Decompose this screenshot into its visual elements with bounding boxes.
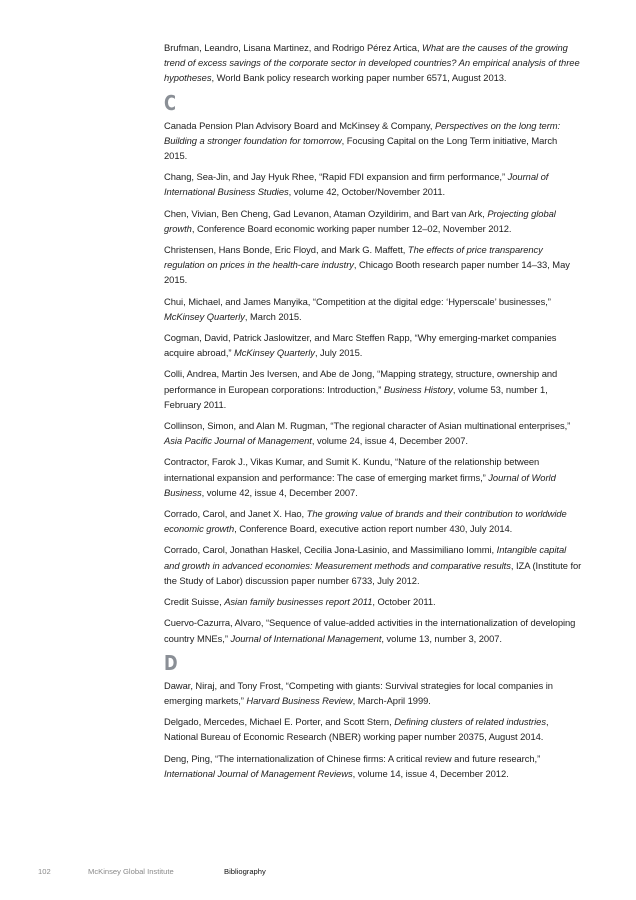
entry-title: McKinsey Quarterly	[234, 347, 315, 359]
bibliography-entry	[164, 594, 582, 609]
entry-text: Chang, Sea-Jin, and Jay Hyuk Rhee, “Rapid FDI expansion and firm performance,”	[164, 171, 508, 183]
bibliography-entry	[164, 454, 582, 500]
entry-text: , volume 53, number 1, February 2011.	[164, 383, 548, 410]
entry-text: , volume 24, issue 4, December 2007.	[311, 435, 468, 447]
bibliography-entry	[164, 678, 582, 708]
entry-text: , IZA (Institute for the Study of Labor) discussion paper number 6733, July 2012.	[164, 559, 582, 586]
bibliography-entry	[164, 294, 582, 324]
entry-text: Credit Suisse,	[164, 596, 225, 608]
entry-text: Contractor, Farok J., Vikas Kumar, and Sumit K. Kundu, “Nature of the relationship between international expansion and performance: The case of emerging market firms,”	[164, 456, 540, 483]
entry-title: Business History	[383, 383, 453, 395]
entry-text: , volume 14, issue 4, December 2012.	[352, 767, 509, 779]
bibliography-entry	[164, 714, 582, 744]
entry-title: Harvard Business Review	[246, 694, 353, 706]
entry-title: McKinsey Quarterly	[164, 310, 245, 322]
entry-title: Defining clusters of related industries	[394, 716, 546, 728]
bibliography-list	[164, 40, 582, 787]
bibliography-entry	[164, 206, 582, 236]
bibliography-entry	[164, 118, 582, 164]
entry-text: , Conference Board economic working paper number 12–02, November 2012.	[191, 222, 512, 234]
entry-text: Chen, Vivian, Ben Cheng, Gad Levanon, Ataman Ozyildirim, and Bart van Ark,	[164, 207, 488, 219]
entry-text: Christensen, Hans Bonde, Eric Floyd, and Mark G. Maffett,	[164, 244, 408, 256]
entry-text: Deng, Ping, “The internationalization of Chinese firms: A critical review and future research,”	[164, 752, 541, 764]
entry-title: Asia Pacific Journal of Management	[164, 435, 312, 447]
entry-text: Delgado, Mercedes, Michael E. Porter, and Scott Stern,	[164, 716, 395, 728]
entry-title: International Journal of Management Reviews	[164, 767, 353, 779]
bibliography-entry	[164, 615, 582, 645]
entry-text: , Conference Board, executive action report number 430, July 2014.	[234, 523, 513, 535]
entry-text: , volume 42, October/November 2011.	[288, 186, 446, 198]
entry-text: Cogman, David, Patrick Jaslowitzer, and Marc Steffen Rapp, “Why emerging-market companies acquire abroad,”	[164, 332, 557, 359]
entry-text: , March-April 1999.	[352, 694, 431, 706]
bibliography-entry	[164, 169, 582, 199]
entry-text: , volume 42, issue 4, December 2007.	[201, 486, 358, 498]
entry-text: Brufman, Leandro, Lisana Martinez, and Rodrigo Pérez Artica,	[164, 42, 423, 53]
entry-title: Perspectives on the long term: Building a stronger foundation for tomorrow	[164, 119, 561, 146]
entry-title: Projecting global growth	[164, 207, 556, 234]
entry-text: , Chicago Booth research paper number 14–33, May 2015.	[164, 259, 570, 286]
entry-title: The effects of price transparency regulation on prices in the health-care industry	[164, 244, 543, 271]
publisher-name: McKinsey Global Institute	[88, 867, 174, 876]
entry-title: Journal of World Business	[164, 471, 556, 498]
bibliography-entry	[164, 542, 582, 588]
entry-text: , National Bureau of Economic Research (NBER) working paper number 20375, August 2014.	[164, 716, 549, 743]
bibliography-entry	[164, 506, 582, 536]
entry-text: Chui, Michael, and James Manyika, “Competition at the digital edge: ‘Hyperscale’ businesses,”	[164, 295, 551, 307]
entry-text: Corrado, Carol, and Janet X. Hao,	[164, 508, 307, 520]
bibliography-entry	[164, 330, 582, 360]
entry-text: , October 2011.	[372, 596, 436, 608]
entry-text: Collinson, Simon, and Alan M. Rugman, “The regional character of Asian multinational enterprises,”	[164, 420, 571, 432]
section-letter-d: D	[164, 650, 178, 675]
entry-title: Journal of International Business Studies	[164, 171, 549, 198]
entry-title: Journal of International Management	[230, 632, 382, 644]
entry-text: , volume 13, number 3, 2007.	[381, 632, 502, 644]
entry-text: , July 2015.	[314, 347, 363, 359]
entry-text: , Focusing Capital on the Long Term initiative, March 2015.	[164, 134, 558, 162]
entry-text: , World Bank policy research working paper number 6571, August 2013.	[211, 72, 507, 84]
entry-text: Corrado, Carol, Jonathan Haskel, Cecilia Jona-Lasinio, and Massimiliano Iommi,	[164, 544, 497, 556]
entry-text: Dawar, Niraj, and Tony Frost, “Competing with giants: Survival strategies for local companies in emerging markets,”	[164, 679, 553, 706]
page-number: 102	[38, 867, 51, 876]
section-name: Bibliography	[224, 867, 266, 876]
entry-title: Intangible capital and growth in advanced economies: Measurement methods and comparative results	[164, 544, 567, 571]
entry-title: The growing value of brands and their contribution to worldwide economic growth	[164, 508, 567, 535]
section-letter-c: C	[164, 90, 177, 115]
entry-title: Asian family businesses report 2011	[224, 596, 373, 608]
bibliography-entry	[164, 418, 582, 448]
entry-title: What are the causes of the growing trend of excess savings of the corporate sector in developed countries? An empirical analysis of three hypotheses	[164, 42, 580, 84]
entry-text: Colli, Andrea, Martin Jes Iversen, and Abe de Jong, “Mapping strategy, structure, ownership and performance in European corporations: Introduction,”	[164, 368, 558, 395]
bibliography-entry	[164, 751, 582, 781]
entry-text: Canada Pension Plan Advisory Board and McKinsey & Company,	[164, 119, 435, 131]
entry-text: , March 2015.	[244, 310, 302, 322]
bibliography-entry	[164, 40, 582, 86]
bibliography-entry	[164, 366, 582, 412]
bibliography-entry	[164, 242, 582, 288]
entry-text: Cuervo-Cazurra, Alvaro, “Sequence of value-added activities in the internationalization of developing country MNEs,”	[164, 617, 576, 644]
